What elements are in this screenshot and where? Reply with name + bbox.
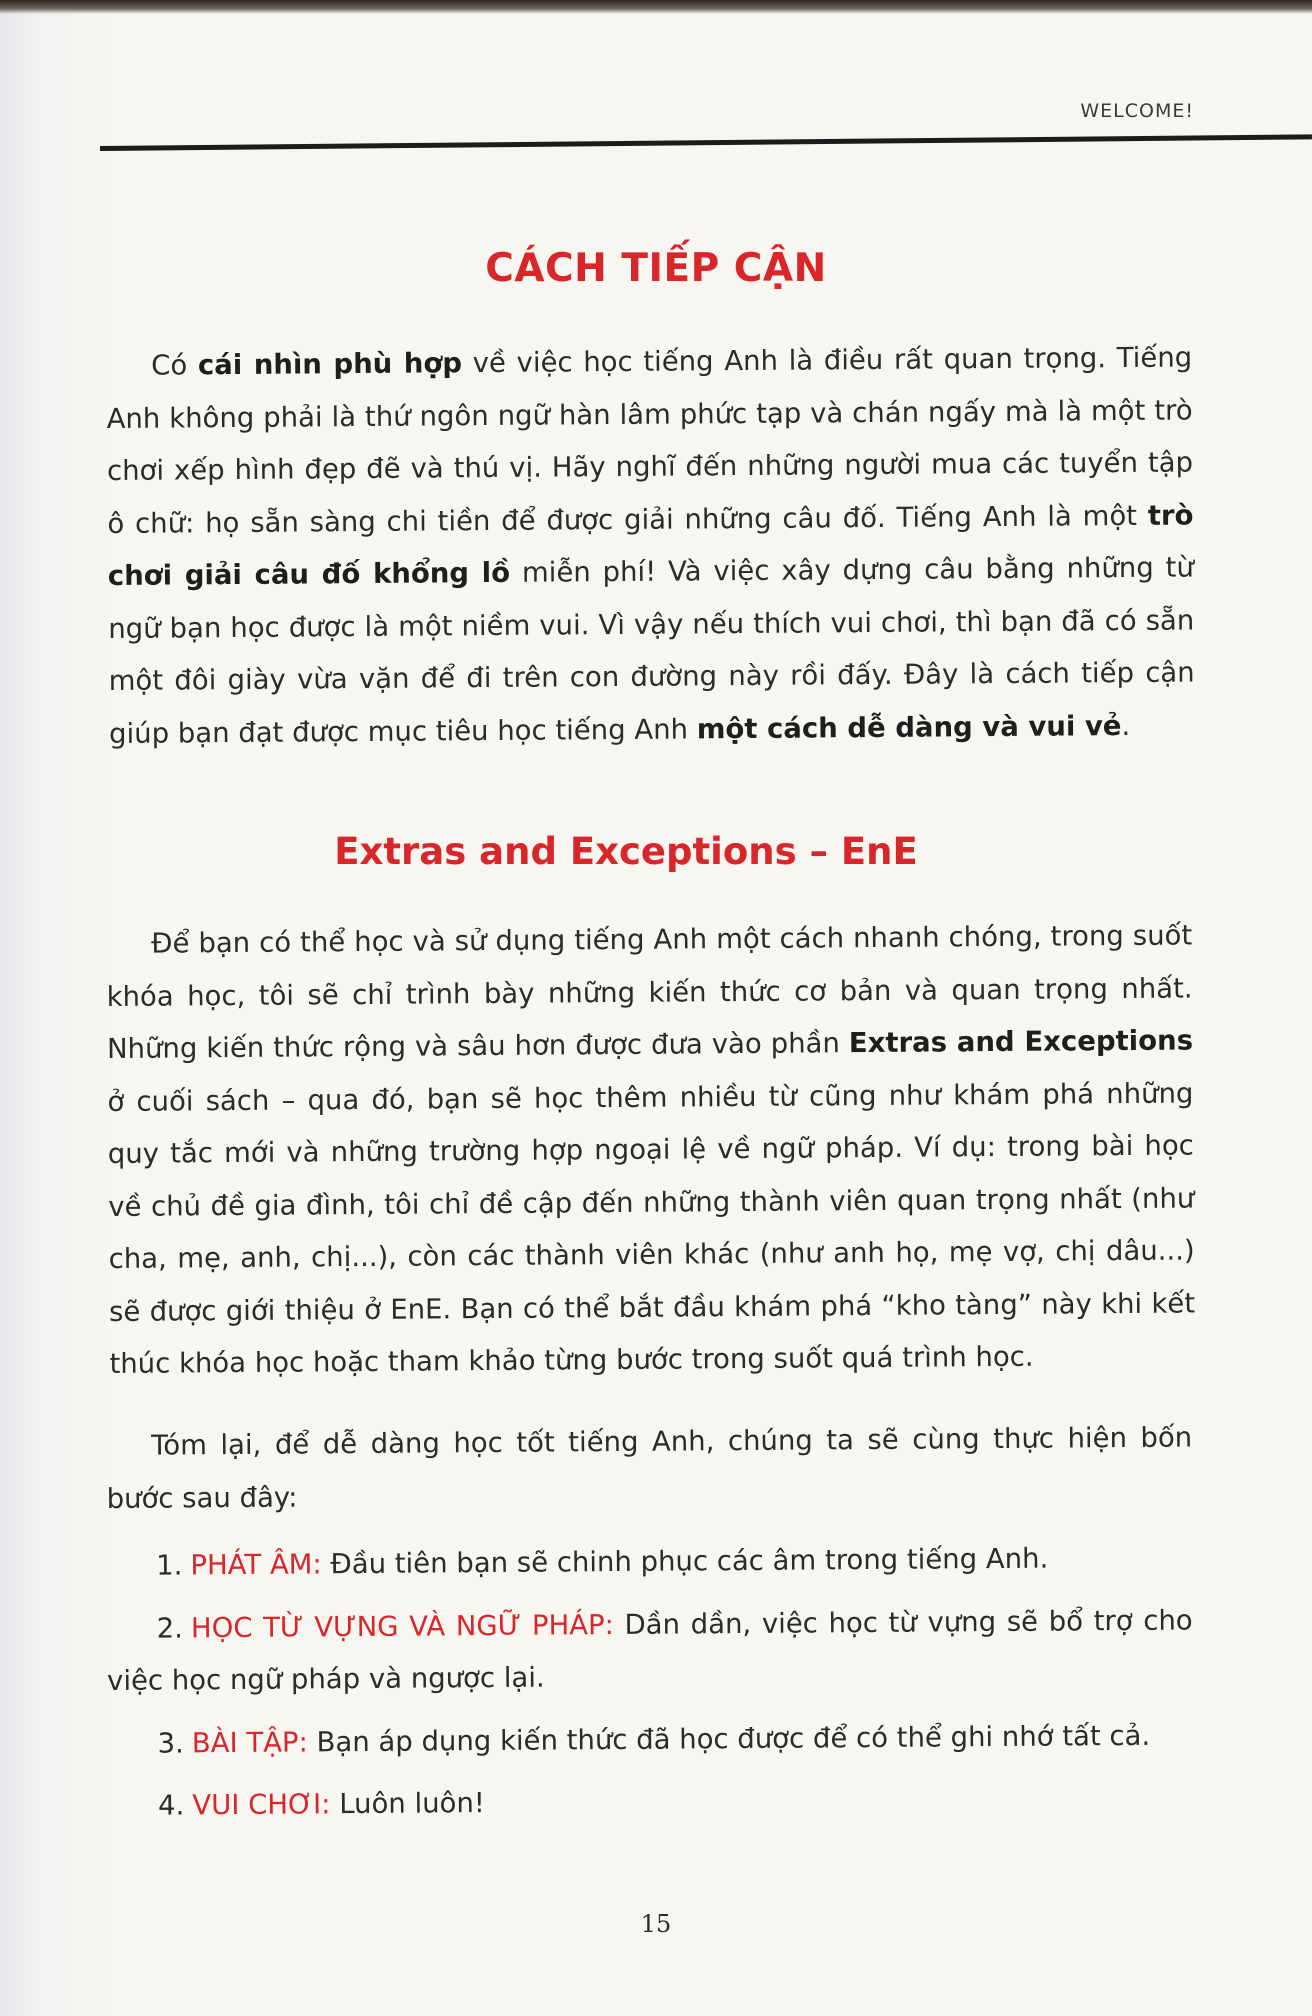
text-run: . bbox=[1121, 709, 1131, 742]
step-text: Bạn áp dụng kiến thức đã học được để có thể ghi nhớ tất cả. bbox=[307, 1719, 1151, 1758]
step-text: Luôn luôn! bbox=[330, 1787, 485, 1821]
bold-run: Extras and Exceptions bbox=[848, 1024, 1194, 1060]
bold-run: cái nhìn phù hợp bbox=[197, 347, 463, 382]
text-run: về việc học tiếng Anh là điều rất quan trọng. Tiếng Anh không phải là thứ ngôn ngữ hàn lâm phức tạp và chán ngấy mà là một trò chơi xếp hình đẹp đẽ và thú vị. Hãy nghĩ đến những người mua các tuyển tập ô chữ: họ sẵn sàng chi tiền để được giải những câu đố. Tiếng Anh là một bbox=[106, 341, 1194, 540]
list-item bbox=[107, 1709, 1193, 1770]
list-item bbox=[108, 1771, 1194, 1832]
paragraph-ene bbox=[106, 909, 1196, 1390]
step-text: Dần dần, việc học từ vựng sẽ bổ trợ cho việc học ngữ pháp và ngược lại. bbox=[106, 1603, 1193, 1697]
list-item bbox=[106, 1531, 1192, 1592]
page-number: 15 bbox=[640, 1910, 672, 1938]
paragraph-summary: Tóm lại, để dễ dàng học tốt tiếng Anh, chúng ta sẽ cùng thực hiện bốn bước sau đây: bbox=[106, 1421, 1193, 1515]
text-run: Có bbox=[151, 349, 199, 382]
text-run: ở cuối sách – qua đó, bạn sẽ học thêm nhiều từ cũng như khám phá những quy tắc mới và những trường hợp ngoại lệ về ngữ pháp. Ví dụ: trong bài học về chủ đề gia đình, tôi chỉ đề cập đến những thành viên quan trọng nhất (như cha, mẹ, anh, chị...), còn các thành viên khác (như anh họ, mẹ vợ, chị dâu...) sẽ được giới thiệu ở EnE. Bạn có thể bắt đầu khám phá “kho tàng” này khi kết thúc khóa học hoặc tham khảo từng bước trong suốt quá trình học. bbox=[107, 1076, 1196, 1380]
step-label: HỌC TỪ VỰNG VÀ NGỮ PHÁP: bbox=[190, 1608, 614, 1644]
section-title-approach: CÁCH TIẾP CẬN bbox=[485, 246, 827, 291]
list-item bbox=[106, 1594, 1193, 1708]
bold-run: trò chơi giải câu đố khổng lồ bbox=[107, 498, 1194, 592]
step-label: BÀI TẬP: bbox=[191, 1725, 308, 1759]
step-label: PHÁT ÂM: bbox=[190, 1548, 322, 1582]
step-number: 2. bbox=[156, 1611, 184, 1645]
steps-list bbox=[106, 1531, 1194, 1842]
step-number: 1. bbox=[156, 1549, 183, 1582]
step-number: 4. bbox=[157, 1789, 185, 1822]
running-head: WELCOME! bbox=[1080, 100, 1194, 122]
step-label: VUI CHƠI: bbox=[192, 1788, 331, 1822]
page-top-shadow bbox=[0, 0, 1312, 14]
header-rule bbox=[100, 134, 1312, 151]
bold-run: một cách dễ dàng và vui vẻ bbox=[696, 709, 1122, 745]
section-title-ene: Extras and Exceptions – EnE bbox=[334, 830, 918, 873]
text-run: Để bạn có thể học và sử dụng tiếng Anh một cách nhanh chóng, trong suốt khóa học, tôi sẽ chỉ trình bày những kiến thức cơ bản và quan trọng nhất. Những kiến thức rộng và sâu hơn được đưa vào phần bbox=[106, 919, 1193, 1065]
step-number: 3. bbox=[157, 1726, 184, 1760]
step-text: Đầu tiên bạn sẽ chinh phục các âm trong tiếng Anh. bbox=[321, 1542, 1049, 1581]
paragraph-approach bbox=[106, 331, 1195, 760]
text-run: miễn phí! Và việc xây dựng câu bằng những từ ngữ bạn học được là một niềm vui. Vì vậy nếu thích vui chơi, thì bạn đã có sẵn một đôi giày vừa vặn để đi trên con đường này rồi đấy. Đây là cách tiếp cận giúp bạn đạt được mục tiêu học tiếng Anh bbox=[108, 551, 1195, 750]
